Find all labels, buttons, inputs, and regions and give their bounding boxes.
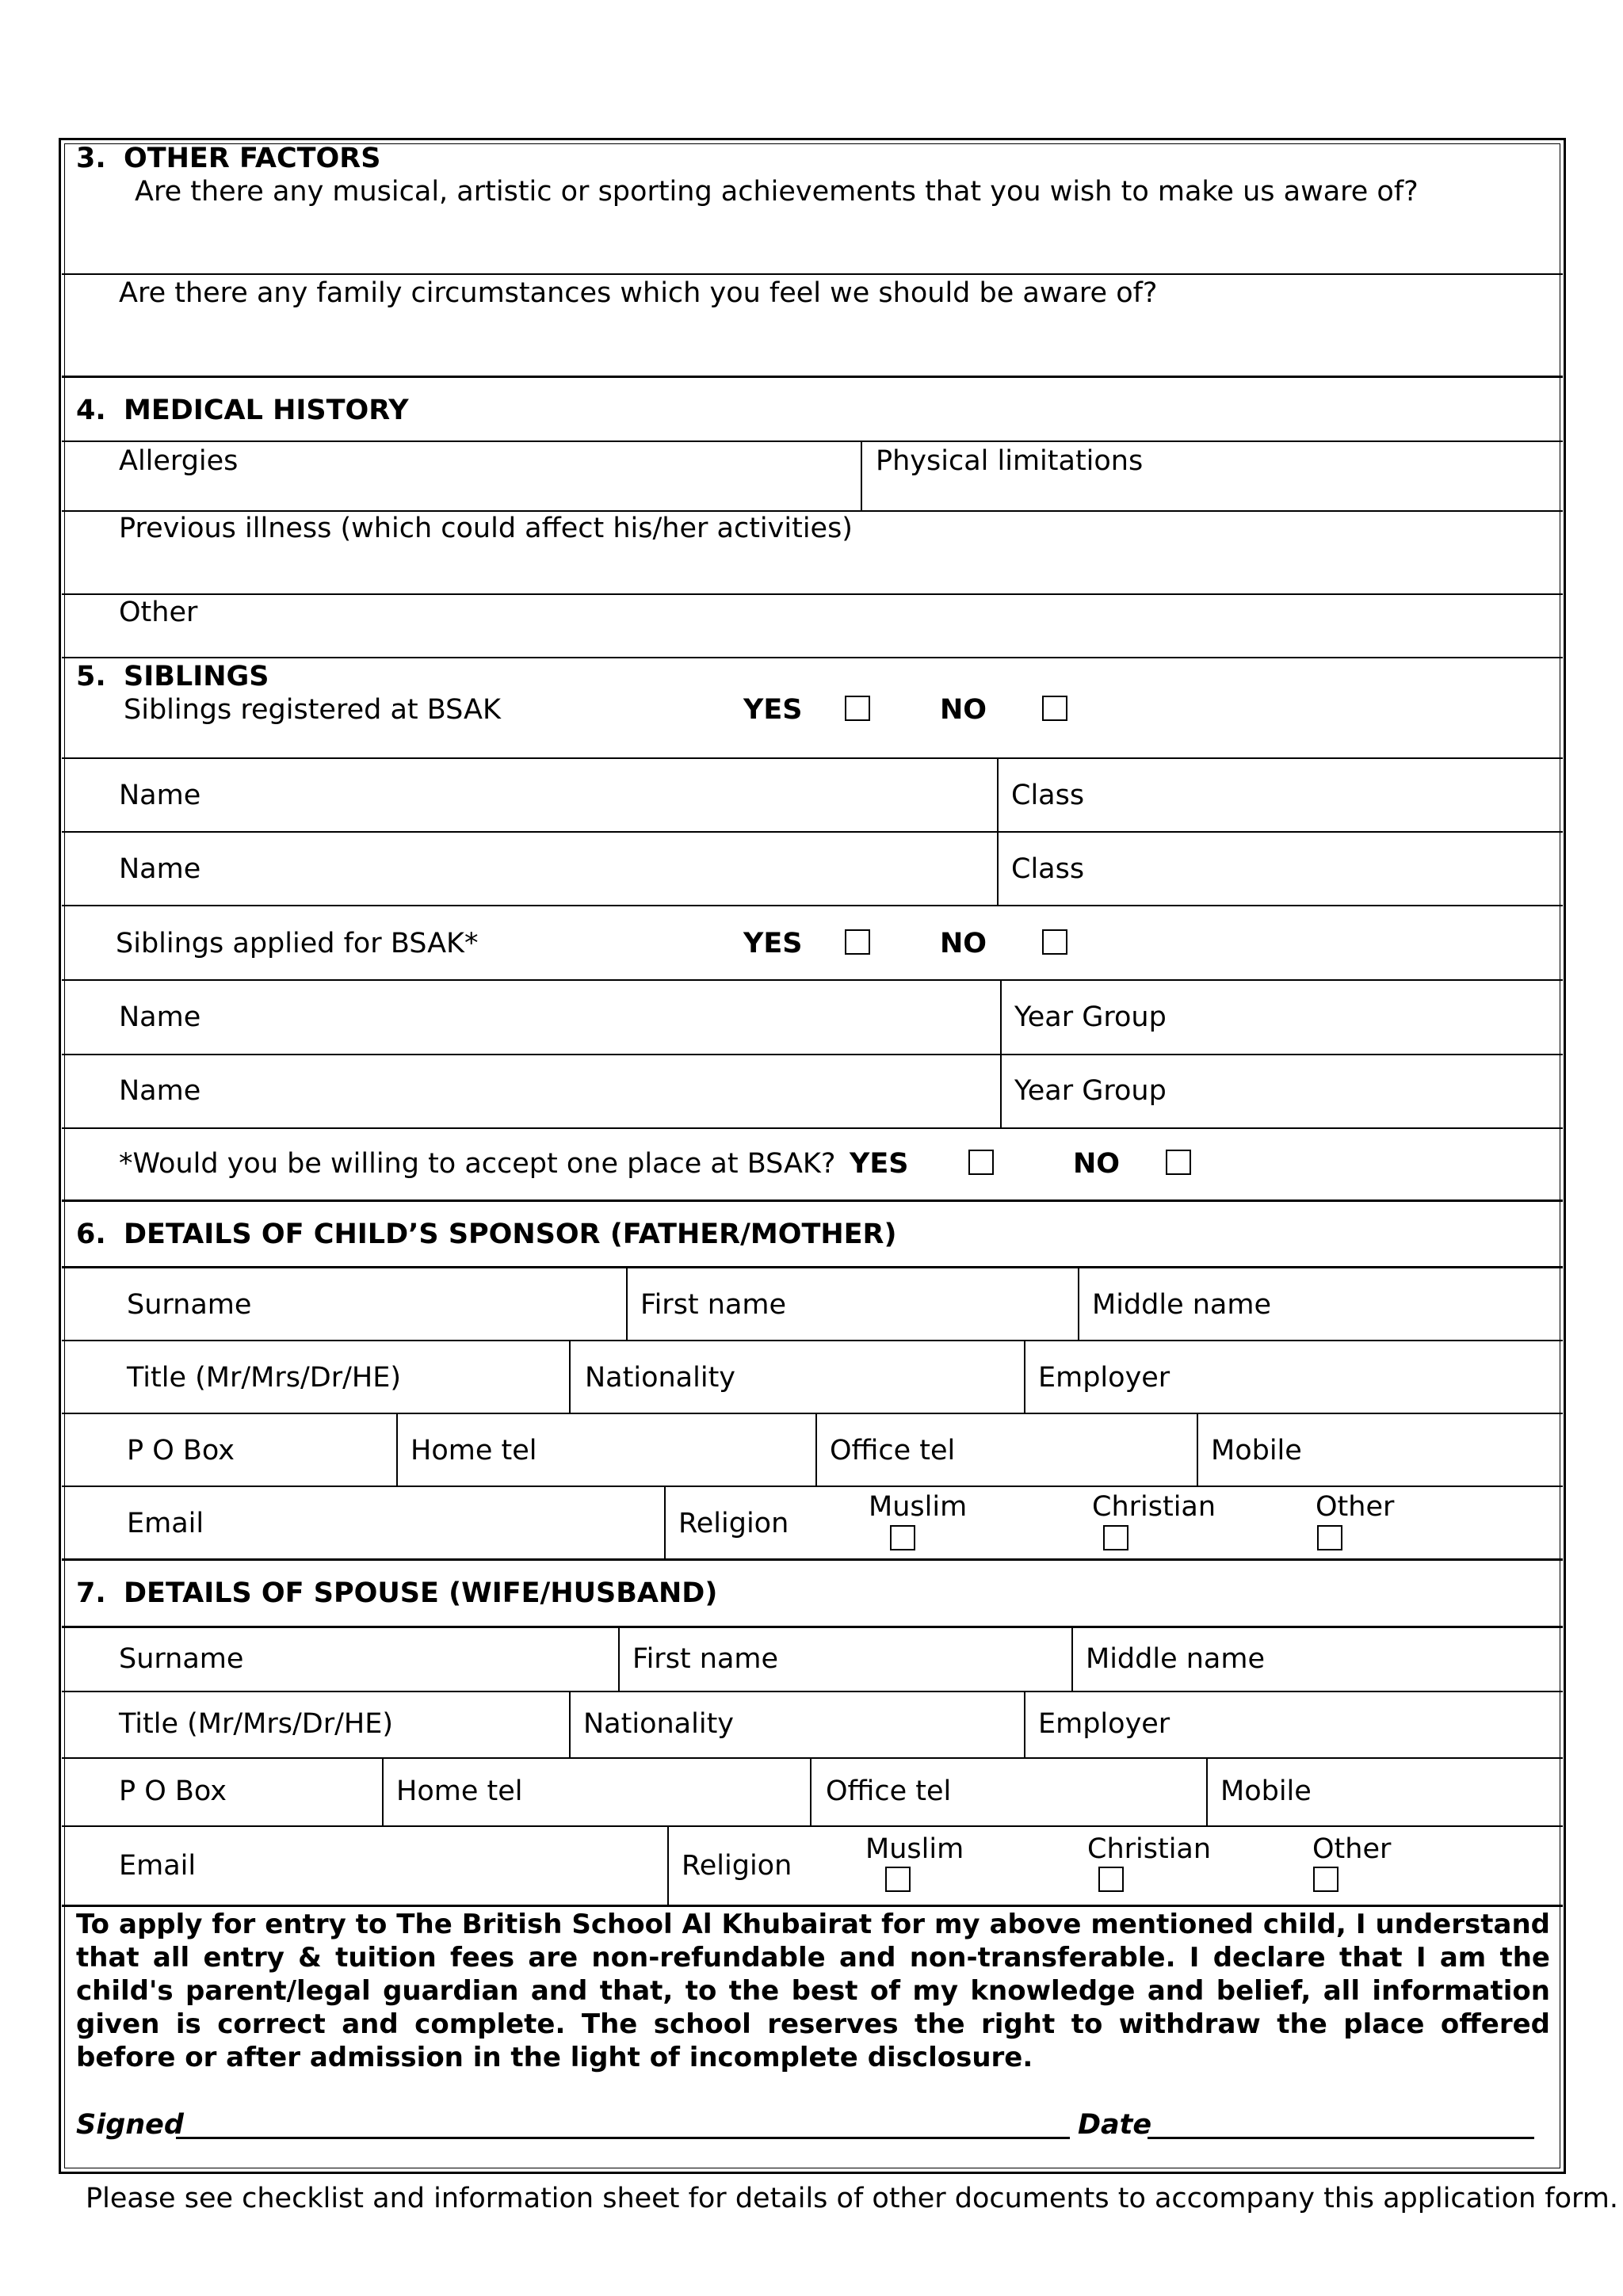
sponsor-title-field[interactable]: Title (Mr/Mrs/Dr/HE): [127, 1362, 402, 1394]
siblings-applied-yes-checkbox[interactable]: [845, 929, 870, 955]
divider: [1024, 1691, 1025, 1757]
divider: [667, 1825, 669, 1905]
section-7-heading: [76, 1577, 717, 1609]
sponsor-email-field[interactable]: Email: [127, 1508, 204, 1539]
spouse-christian-checkbox[interactable]: [1098, 1867, 1124, 1892]
spouse-title-field[interactable]: Title (Mr/Mrs/Dr/HE): [119, 1708, 394, 1740]
section-4-heading: [76, 395, 409, 426]
divider: [62, 1626, 1563, 1628]
sponsor-christian-label: Christian: [1092, 1491, 1216, 1523]
family-circumstances-question: Are there any family circumstances which you feel we should be aware of?: [119, 277, 1158, 309]
sponsor-other-label: Other: [1316, 1491, 1395, 1523]
date-line[interactable]: [1148, 2137, 1534, 2139]
applied-sibling-1-year-group-field[interactable]: Year Group: [1014, 1001, 1167, 1033]
divider: [62, 593, 1563, 595]
allergies-field[interactable]: Allergies: [119, 445, 239, 477]
divider: [1024, 1340, 1025, 1413]
applied-sibling-2-year-group-field[interactable]: Year Group: [1014, 1075, 1167, 1107]
divider: [1078, 1268, 1079, 1340]
divider: [62, 1127, 1563, 1129]
siblings-registered-no-label: NO: [940, 694, 987, 726]
siblings-registered-label: Siblings registered at BSAK: [124, 694, 501, 726]
divider: [62, 1266, 1563, 1268]
siblings-applied-label: Siblings applied for BSAK*: [116, 928, 479, 959]
spouse-nationality-field[interactable]: Nationality: [583, 1708, 735, 1740]
siblings-registered-yes-checkbox[interactable]: [845, 696, 870, 721]
divider: [396, 1413, 398, 1486]
sponsor-po-box-field[interactable]: P O Box: [127, 1435, 235, 1466]
siblings-registered-no-checkbox[interactable]: [1042, 696, 1067, 721]
divider: [1071, 1627, 1073, 1691]
siblings-registered-yes-label: YES: [743, 694, 803, 726]
musical-achievements-question: Are there any musical, artistic or sporting achievements that you wish to make us aware of?: [135, 176, 1419, 208]
declaration-text: To apply for entry to The British School Al Khubairat for my above mentioned child, I understand that all entry & tuition fees are non-refundable and non-transferable. I declare that I am the child's parent/legal guardian and that, to the best of my knowledge and belief, all information given is correct and complete. The school reserves the right to withdraw the place offered before or after admission in the light of incomplete disclosure.: [76, 1909, 1550, 2073]
sponsor-other-checkbox[interactable]: [1317, 1525, 1342, 1550]
applied-sibling-1-name-field[interactable]: Name: [119, 1001, 201, 1033]
section-7-title: DETAILS OF SPOUSE (WIFE/HUSBAND): [124, 1577, 718, 1609]
siblings-applied-no-label: NO: [940, 928, 987, 959]
divider: [62, 831, 1563, 833]
divider: [626, 1268, 628, 1340]
signature-line[interactable]: [176, 2137, 1070, 2139]
spouse-mobile-field[interactable]: Mobile: [1220, 1775, 1312, 1807]
sponsor-christian-checkbox[interactable]: [1103, 1525, 1128, 1550]
willing-no-checkbox[interactable]: [1166, 1150, 1191, 1175]
spouse-first-name-field[interactable]: First name: [632, 1643, 779, 1675]
sponsor-employer-field[interactable]: Employer: [1038, 1362, 1170, 1394]
registered-sibling-2-class-field[interactable]: Class: [1011, 853, 1085, 885]
divider: [62, 273, 1563, 275]
section-6-title: DETAILS OF CHILD’S SPONSOR (FATHER/MOTHER): [124, 1219, 897, 1250]
section-3-heading: [76, 143, 380, 174]
sponsor-middle-name-field[interactable]: Middle name: [1092, 1289, 1271, 1321]
section-divider: [62, 657, 1563, 658]
divider: [62, 1054, 1563, 1055]
signed-label: Signed: [76, 2109, 184, 2141]
sponsor-muslim-label: Muslim: [869, 1491, 968, 1523]
divider: [861, 441, 862, 510]
divider: [810, 1757, 812, 1825]
spouse-employer-field[interactable]: Employer: [1038, 1708, 1170, 1740]
section-divider: [62, 1199, 1563, 1202]
divider: [664, 1486, 666, 1558]
applied-sibling-2-name-field[interactable]: Name: [119, 1075, 201, 1107]
divider: [62, 1825, 1563, 1827]
spouse-other-label: Other: [1312, 1833, 1392, 1865]
section-5-number: 5.: [76, 661, 106, 692]
date-label: Date: [1078, 2109, 1152, 2141]
sponsor-home-tel-field[interactable]: Home tel: [411, 1435, 537, 1466]
section-3-title: OTHER FACTORS: [124, 143, 381, 174]
divider: [62, 1691, 1563, 1692]
sponsor-surname-field[interactable]: Surname: [127, 1289, 252, 1321]
sponsor-office-tel-field[interactable]: Office tel: [830, 1435, 956, 1466]
siblings-applied-yes-label: YES: [743, 928, 803, 959]
section-5-heading: [76, 661, 269, 692]
previous-illness-field[interactable]: Previous illness (which could affect his/her activities): [119, 513, 853, 544]
section-4-title: MEDICAL HISTORY: [124, 395, 409, 426]
section-4-number: 4.: [76, 395, 106, 426]
spouse-muslim-label: Muslim: [865, 1833, 964, 1865]
divider: [382, 1757, 384, 1825]
sponsor-muslim-checkbox[interactable]: [890, 1525, 915, 1550]
spouse-christian-label: Christian: [1087, 1833, 1212, 1865]
spouse-middle-name-field[interactable]: Middle name: [1086, 1643, 1265, 1675]
siblings-applied-no-checkbox[interactable]: [1042, 929, 1067, 955]
registered-sibling-1-class-field[interactable]: Class: [1011, 780, 1085, 811]
willing-accept-place-label: *Would you be willing to accept one place at BSAK?: [119, 1148, 836, 1180]
physical-limitations-field[interactable]: Physical limitations: [876, 445, 1144, 477]
spouse-religion-label: Religion: [682, 1850, 792, 1882]
divider: [569, 1340, 571, 1413]
divider: [62, 979, 1563, 981]
divider: [62, 1340, 1563, 1341]
section-divider: [62, 1905, 1563, 1907]
section-7-number: 7.: [76, 1577, 106, 1609]
spouse-home-tel-field[interactable]: Home tel: [396, 1775, 523, 1807]
section-5-title: SIBLINGS: [124, 661, 269, 692]
willing-no-label: NO: [1073, 1148, 1121, 1180]
divider: [62, 510, 1563, 512]
sponsor-mobile-field[interactable]: Mobile: [1211, 1435, 1302, 1466]
footer-note: Please see checklist and information sheet for details of other documents to accompany this application form.: [86, 2183, 1619, 2214]
divider: [1206, 1757, 1208, 1825]
divider: [815, 1413, 817, 1486]
section-divider: [62, 1558, 1563, 1561]
divider: [1197, 1413, 1198, 1486]
divider: [618, 1627, 620, 1691]
medical-other-field[interactable]: Other: [119, 597, 198, 628]
section-3-number: 3.: [76, 143, 106, 174]
spouse-muslim-checkbox[interactable]: [885, 1867, 911, 1892]
divider: [62, 905, 1563, 906]
sponsor-first-name-field[interactable]: First name: [640, 1289, 787, 1321]
sponsor-religion-label: Religion: [678, 1508, 789, 1539]
willing-yes-label: YES: [850, 1148, 909, 1180]
registered-sibling-2-name-field[interactable]: Name: [119, 853, 201, 885]
divider: [569, 1691, 571, 1757]
section-divider: [62, 376, 1563, 378]
section-6-heading: [76, 1219, 897, 1250]
divider: [62, 441, 1563, 442]
divider: [62, 1757, 1563, 1759]
divider: [62, 757, 1563, 759]
spouse-office-tel-field[interactable]: Office tel: [826, 1775, 952, 1807]
divider: [62, 1413, 1563, 1414]
spouse-po-box-field[interactable]: P O Box: [119, 1775, 227, 1807]
registered-sibling-1-name-field[interactable]: Name: [119, 780, 201, 811]
section-6-number: 6.: [76, 1219, 106, 1250]
spouse-surname-field[interactable]: Surname: [119, 1643, 244, 1675]
sponsor-nationality-field[interactable]: Nationality: [585, 1362, 736, 1394]
spouse-email-field[interactable]: Email: [119, 1850, 197, 1882]
divider: [62, 1486, 1563, 1487]
spouse-other-checkbox[interactable]: [1313, 1867, 1338, 1892]
willing-yes-checkbox[interactable]: [968, 1150, 994, 1175]
